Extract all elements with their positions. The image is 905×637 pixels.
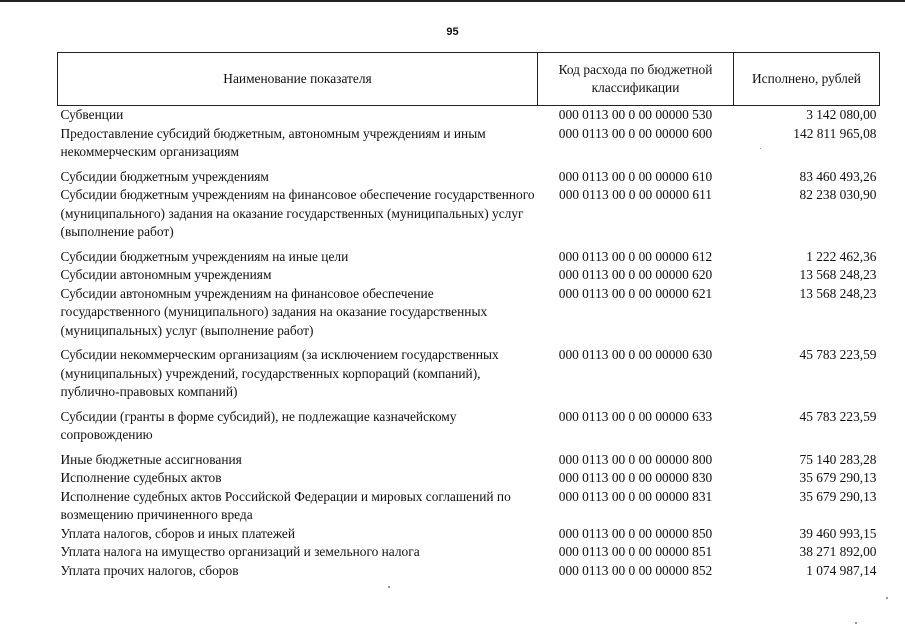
- scan-speck: [886, 597, 888, 599]
- scan-speck: [855, 622, 857, 624]
- row-budget-code: 000 0113 00 0 00 00000 620: [558, 267, 713, 282]
- row-indicator-name: Уплата налогов, сборов и иных платежей: [60, 525, 296, 541]
- row-budget-code: 000 0113 00 0 00 00000 830: [558, 470, 713, 485]
- row-budget-code: 000 0113 00 0 00 00000 800: [558, 451, 713, 467]
- row-budget-code: 000 0113 00 0 00 00000 611: [559, 187, 712, 202]
- row-executed-amount: 82 238 030,90: [799, 187, 877, 202]
- table-row: [58, 106, 880, 125]
- header-indicator-name: Наименование показателя: [58, 53, 538, 106]
- row-executed-amount: 39 460 993,15: [799, 525, 877, 541]
- row-executed-amount: 13 568 248,23: [799, 285, 877, 301]
- table-row: [58, 408, 880, 451]
- scan-speck: [388, 586, 390, 588]
- row-indicator-name: Субсидии бюджетным учреждениям: [60, 168, 269, 184]
- row-budget-code: 000 0113 00 0 00 00000 831: [558, 488, 713, 504]
- row-budget-code: 000 0113 00 0 00 00000 621: [558, 285, 713, 301]
- table-row: [58, 248, 880, 267]
- page-number: 95: [446, 26, 459, 38]
- row-executed-amount: 35 679 290,13: [799, 470, 877, 485]
- row-budget-code: 000 0113 00 0 00 00000 633: [558, 408, 713, 424]
- table-row: [58, 266, 880, 285]
- table-row: [58, 168, 880, 187]
- row-indicator-name: Исполнение судебных актов: [60, 470, 222, 485]
- table-row: [58, 469, 880, 488]
- row-indicator-name: Субвенции: [60, 107, 124, 122]
- row-budget-code: 000 0113 00 0 00 00000 851: [558, 544, 713, 559]
- row-budget-code: 000 0113 00 0 00 00000 530: [558, 107, 713, 122]
- table-row: [58, 285, 880, 347]
- table-row: [58, 543, 880, 562]
- row-executed-amount: 45 783 223,59: [799, 408, 877, 424]
- row-indicator-name: Уплата налога на имущество организаций и земельного налога: [60, 544, 420, 559]
- row-executed-amount: 3 142 080,00: [806, 107, 877, 122]
- table-header-row: [58, 53, 880, 106]
- row-indicator-name: Субсидии (гранты в форме субсидий), не подлежащие казначейскому сопровождению: [60, 408, 457, 442]
- row-budget-code: 000 0113 00 0 00 00000 852: [558, 562, 713, 578]
- table-row: [58, 488, 880, 525]
- row-indicator-name: Субсидии бюджетным учреждениям на финансовое обеспечение государственного (муниципального) задания на оказание государственных (муниципальных) услуг (выполнение работ): [60, 187, 535, 239]
- table-row: [58, 186, 880, 248]
- row-executed-amount: 83 460 493,26: [799, 168, 877, 184]
- table-body: [58, 106, 880, 581]
- row-executed-amount: 142 811 965,08: [793, 125, 877, 141]
- row-budget-code: 000 0113 00 0 00 00000 612: [558, 248, 713, 264]
- row-indicator-name: Исполнение судебных актов Российской Федерации и мировых соглашений по возмещению причиненного вреда: [60, 488, 511, 522]
- budget-execution-table: [57, 52, 880, 580]
- row-indicator-name: Уплата прочих налогов, сборов: [60, 562, 239, 578]
- top-border-line: [0, 0, 905, 2]
- row-executed-amount: 1 222 462,36: [806, 248, 877, 264]
- table-row: [58, 525, 880, 544]
- table-row: [58, 346, 880, 408]
- table-header: [58, 53, 880, 106]
- row-budget-code: 000 0113 00 0 00 00000 610: [558, 168, 713, 184]
- row-executed-amount: 1 074 987,14: [806, 562, 877, 578]
- table-row: [58, 562, 880, 581]
- row-executed-amount: 75 140 283,28: [799, 451, 877, 467]
- row-budget-code: 000 0113 00 0 00 00000 850: [558, 525, 713, 541]
- row-indicator-name: Субсидии бюджетным учреждениям на иные цели: [60, 248, 349, 264]
- row-budget-code: 000 0113 00 0 00 00000 600: [558, 125, 713, 141]
- header-executed-amount: Исполнено, рублей: [734, 53, 880, 106]
- row-indicator-name: Субсидии некоммерческим организациям (за исключением государственных (муниципальных) учреждений, государственных корпораций (компаний), публично-правовых компаний): [60, 347, 499, 399]
- row-indicator-name: Предоставление субсидий бюджетным, автономным учреждениям и иным некоммерческим организациям: [60, 125, 486, 159]
- row-indicator-name: Иные бюджетные ассигнования: [60, 451, 242, 467]
- row-budget-code: 000 0113 00 0 00 00000 630: [558, 347, 713, 362]
- scan-speck: [760, 148, 761, 149]
- table-row: [58, 451, 880, 470]
- row-indicator-name: Субсидии автономным учреждениям: [60, 267, 272, 282]
- row-executed-amount: 38 271 892,00: [799, 544, 877, 559]
- header-budget-code: Код расхода по бюджетной классификации: [538, 53, 734, 106]
- row-executed-amount: 13 568 248,23: [799, 267, 877, 282]
- row-indicator-name: Субсидии автономным учреждениям на финансовое обеспечение государственного (муниципального) задания на оказание государственных (муниципальных) услуг (выполнение работ): [60, 285, 488, 338]
- row-executed-amount: 35 679 290,13: [799, 488, 877, 504]
- table-row: [58, 125, 880, 168]
- row-executed-amount: 45 783 223,59: [799, 347, 877, 362]
